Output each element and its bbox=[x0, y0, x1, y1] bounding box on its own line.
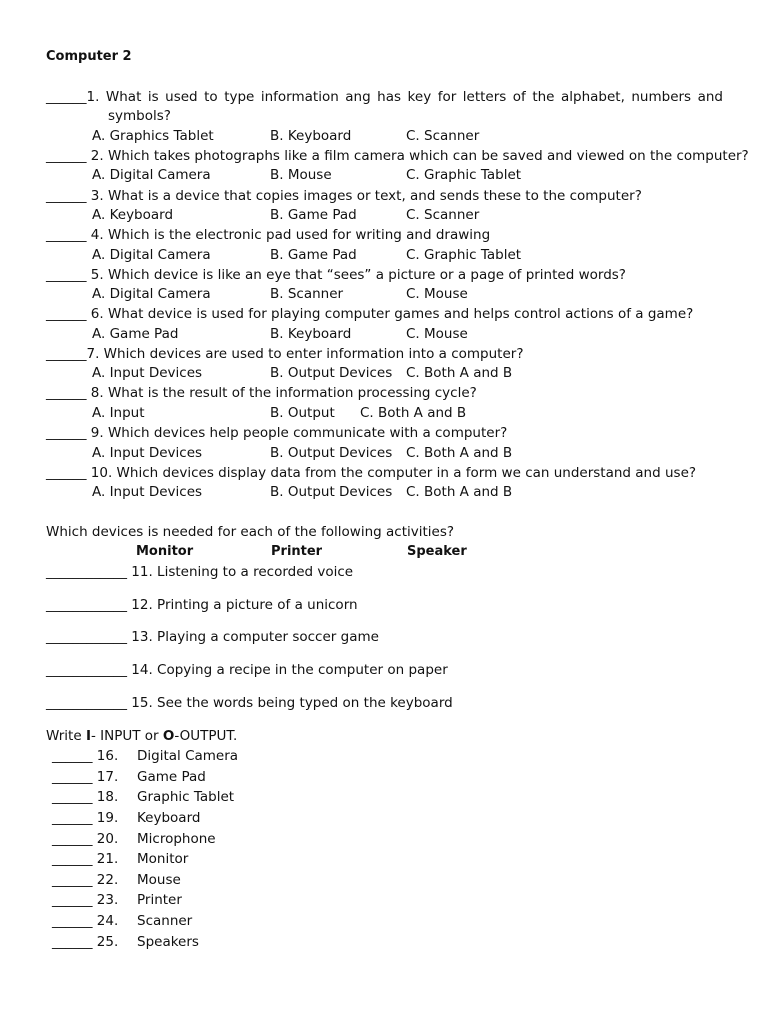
column-monitor: Monitor bbox=[136, 544, 194, 559]
item-number: 25. bbox=[96, 934, 119, 950]
question-6 bbox=[46, 305, 693, 323]
option-a: A. Game Pad bbox=[92, 326, 179, 342]
device-item-21 bbox=[52, 850, 118, 868]
option-a: A. Graphics Tablet bbox=[92, 128, 214, 144]
answer-blank[interactable]: ____________ bbox=[46, 629, 127, 645]
input-letter: I bbox=[85, 728, 91, 744]
answer-blank[interactable]: ______ bbox=[52, 769, 93, 785]
activity-text: 12. Printing a picture of a unicorn bbox=[127, 597, 358, 613]
question-8 bbox=[46, 384, 477, 402]
activity-13 bbox=[46, 628, 379, 646]
answer-blank[interactable]: ______ bbox=[46, 425, 87, 441]
question-text: 6. What device is used for playing computer games and helps control actions of a game? bbox=[86, 306, 694, 322]
option-a: A. Digital Camera bbox=[92, 167, 211, 183]
option-b: B. Game Pad bbox=[270, 247, 357, 263]
device-name: Printer bbox=[137, 892, 182, 908]
option-b: B. Output Devices bbox=[270, 445, 393, 461]
activity-14 bbox=[46, 661, 448, 679]
answer-blank[interactable]: ______ bbox=[46, 385, 87, 401]
item-number: 16. bbox=[96, 748, 119, 764]
answer-blank[interactable]: ______ bbox=[46, 148, 87, 164]
answer-blank[interactable]: ______ bbox=[52, 810, 93, 826]
device-item-17 bbox=[52, 768, 118, 786]
question-text: 2. Which takes photographs like a film camera which can be saved and viewed on the computer? bbox=[86, 148, 749, 164]
answer-blank[interactable]: ______ bbox=[52, 913, 93, 929]
column-speaker: Speaker bbox=[407, 544, 467, 559]
instruction-text: Write bbox=[46, 728, 86, 744]
answer-blank[interactable]: ____________ bbox=[46, 695, 127, 711]
option-b: B. Game Pad bbox=[270, 207, 357, 223]
question-4 bbox=[46, 226, 490, 244]
option-c: C. Mouse bbox=[406, 326, 468, 342]
answer-blank[interactable]: ______ bbox=[46, 188, 87, 204]
device-name: Digital Camera bbox=[137, 748, 239, 764]
option-a: A. Digital Camera bbox=[92, 247, 211, 263]
question-text: 9. Which devices help people communicate with a computer? bbox=[86, 425, 508, 441]
question-text: 5. Which device is like an eye that “sees” a picture or a page of printed words? bbox=[86, 267, 626, 283]
option-c: C. Both A and B bbox=[406, 445, 513, 461]
device-item-18 bbox=[52, 788, 118, 806]
device-item-20 bbox=[52, 830, 118, 848]
worksheet-title: Computer 2 bbox=[46, 49, 132, 64]
answer-blank[interactable]: ______ bbox=[52, 851, 93, 867]
device-item-19 bbox=[52, 809, 118, 827]
section-3-instruction bbox=[46, 727, 237, 745]
answer-blank[interactable]: ______ bbox=[46, 267, 87, 283]
item-number: 21. bbox=[96, 851, 119, 867]
activity-text: 13. Playing a computer soccer game bbox=[127, 629, 379, 645]
answer-blank[interactable]: ______ bbox=[52, 872, 93, 888]
item-number: 18. bbox=[96, 789, 119, 805]
question-text: 10. Which devices display data from the computer in a form we can understand and use? bbox=[86, 465, 697, 481]
option-c: C. Graphic Tablet bbox=[406, 247, 522, 263]
instruction-text: - INPUT or bbox=[90, 728, 163, 744]
instruction-text: -OUTPUT. bbox=[174, 728, 238, 744]
answer-blank[interactable]: ______ bbox=[52, 748, 93, 764]
option-c: C. Both A and B bbox=[406, 365, 513, 381]
option-c: C. Scanner bbox=[406, 207, 480, 223]
question-text: 4. Which is the electronic pad used for writing and drawing bbox=[86, 227, 491, 243]
column-printer: Printer bbox=[271, 544, 323, 559]
answer-blank[interactable]: ____________ bbox=[46, 564, 127, 580]
activity-text: 14. Copying a recipe in the computer on paper bbox=[127, 662, 448, 678]
question-1-continuation: symbols? bbox=[108, 108, 171, 124]
device-name: Graphic Tablet bbox=[137, 789, 235, 805]
item-number: 19. bbox=[96, 810, 119, 826]
option-c: C. Mouse bbox=[406, 286, 468, 302]
device-name: Mouse bbox=[137, 872, 181, 888]
section-2-instruction: Which devices is needed for each of the following activities? bbox=[46, 524, 455, 540]
option-a: A. Input bbox=[92, 405, 145, 421]
device-name: Scanner bbox=[137, 913, 193, 929]
answer-blank[interactable]: ____________ bbox=[46, 597, 127, 613]
question-text: 3. What is a device that copies images or text, and sends these to the computer? bbox=[86, 188, 642, 204]
question-5 bbox=[46, 266, 626, 284]
option-a: A. Keyboard bbox=[92, 207, 174, 223]
item-number: 17. bbox=[96, 769, 119, 785]
option-b: B. Output bbox=[270, 405, 335, 421]
activity-text: 15. See the words being typed on the keyboard bbox=[127, 695, 453, 711]
answer-blank[interactable]: ______ bbox=[46, 227, 87, 243]
answer-blank[interactable]: ______ bbox=[52, 789, 93, 805]
device-item-24 bbox=[52, 912, 118, 930]
option-c: C. Graphic Tablet bbox=[406, 167, 522, 183]
question-text: 8. What is the result of the information processing cycle? bbox=[86, 385, 477, 401]
question-10 bbox=[46, 464, 696, 482]
answer-blank[interactable]: ______ bbox=[52, 831, 93, 847]
option-c: C. Both A and B bbox=[360, 405, 467, 421]
device-name: Microphone bbox=[137, 831, 216, 847]
item-number: 24. bbox=[96, 913, 119, 929]
question-1 bbox=[46, 88, 723, 106]
option-b: B. Output Devices bbox=[270, 484, 393, 500]
option-a: A. Input Devices bbox=[92, 365, 203, 381]
device-name: Keyboard bbox=[137, 810, 201, 826]
device-item-22 bbox=[52, 871, 118, 889]
question-7 bbox=[46, 345, 523, 363]
output-letter: O bbox=[162, 728, 175, 744]
question-text: 7. Which devices are used to enter information into a computer? bbox=[86, 346, 524, 362]
option-a: A. Digital Camera bbox=[92, 286, 211, 302]
question-2 bbox=[46, 147, 749, 165]
option-b: B. Scanner bbox=[270, 286, 344, 302]
option-b: B. Keyboard bbox=[270, 326, 352, 342]
activity-15 bbox=[46, 694, 453, 712]
answer-blank[interactable]: ______ bbox=[52, 892, 93, 908]
answer-blank[interactable]: ______ bbox=[52, 934, 93, 950]
question-text: 1. What is used to type information ang has key for letters of the alphabet, numbers and bbox=[86, 89, 723, 105]
device-item-16 bbox=[52, 747, 118, 765]
activity-12 bbox=[46, 596, 358, 614]
answer-blank[interactable]: ____________ bbox=[46, 662, 127, 678]
device-name: Monitor bbox=[137, 851, 189, 867]
activity-11 bbox=[46, 563, 353, 581]
device-name: Game Pad bbox=[137, 769, 206, 785]
option-c: C. Scanner bbox=[406, 128, 480, 144]
device-name: Speakers bbox=[137, 934, 199, 950]
item-number: 23. bbox=[96, 892, 119, 908]
activity-text: 11. Listening to a recorded voice bbox=[127, 564, 354, 580]
option-a: A. Input Devices bbox=[92, 484, 203, 500]
item-number: 22. bbox=[96, 872, 119, 888]
device-item-25 bbox=[52, 933, 118, 951]
answer-blank[interactable]: ______ bbox=[46, 89, 87, 105]
option-c: C. Both A and B bbox=[406, 484, 513, 500]
question-9 bbox=[46, 424, 507, 442]
option-b: B. Keyboard bbox=[270, 128, 352, 144]
option-b: B. Mouse bbox=[270, 167, 332, 183]
question-3 bbox=[46, 187, 642, 205]
answer-blank[interactable]: ______ bbox=[46, 306, 87, 322]
device-item-23 bbox=[52, 891, 118, 909]
answer-blank[interactable]: ______ bbox=[46, 346, 87, 362]
option-a: A. Input Devices bbox=[92, 445, 203, 461]
option-b: B. Output Devices bbox=[270, 365, 393, 381]
answer-blank[interactable]: ______ bbox=[46, 465, 87, 481]
item-number: 20. bbox=[96, 831, 119, 847]
